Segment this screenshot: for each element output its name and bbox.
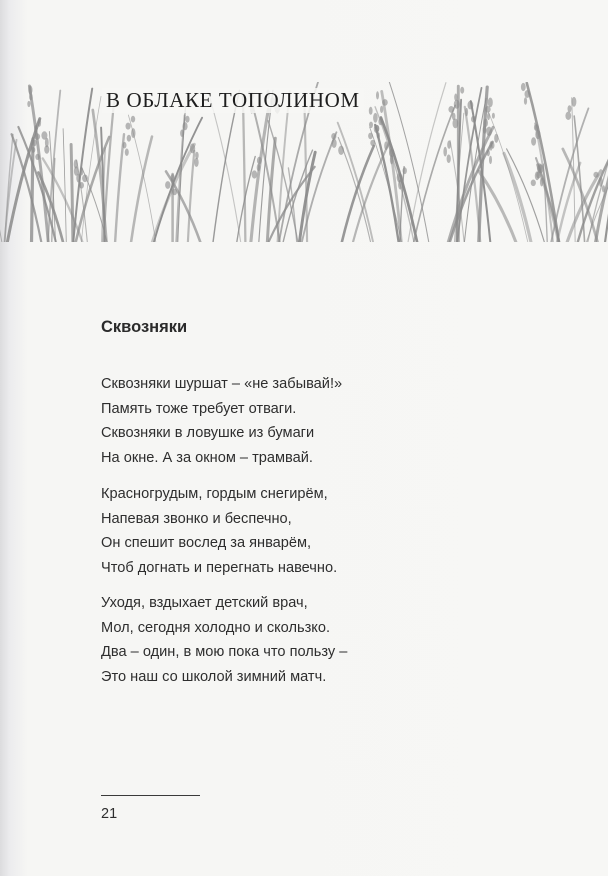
grass-blade xyxy=(504,153,531,242)
grass-seed-head xyxy=(44,145,49,154)
grass-seed-head xyxy=(487,113,490,120)
grass-seed-head xyxy=(489,156,492,164)
grass-seed-head xyxy=(403,167,407,174)
grass-seed-head xyxy=(194,158,199,167)
grass-seed-head xyxy=(572,97,577,107)
grass-seed-head xyxy=(453,119,459,129)
grass-seed-head xyxy=(443,147,447,157)
grass-blade xyxy=(63,129,66,242)
grass-seed-head xyxy=(531,180,536,187)
grass-seed-head xyxy=(521,83,526,91)
grass-seed-head xyxy=(486,127,492,136)
stanza-2 xyxy=(101,482,337,580)
grass-blade xyxy=(166,171,201,242)
grass-seed-head xyxy=(465,108,468,116)
grass-seed-head xyxy=(165,181,170,189)
grass-blade xyxy=(479,171,517,242)
grass-seed-head xyxy=(485,106,491,113)
grass-seed-head xyxy=(483,126,487,134)
poem-line: Уходя, вздыхает детский врач, xyxy=(101,595,308,611)
grass-blade xyxy=(595,139,608,242)
grass-blade xyxy=(209,94,241,242)
grass-seed-head xyxy=(131,116,135,123)
grass-seed-head xyxy=(384,141,388,150)
poem-line: Сквозняки шуршат – «не забывай!» xyxy=(101,376,343,392)
grass-seed-head xyxy=(76,174,80,183)
grass-seed-head xyxy=(27,101,30,107)
poem-line: Красногрудым, гордым снегирём, xyxy=(101,486,328,502)
grass-seed-head xyxy=(483,119,488,127)
grass-seed-head xyxy=(190,143,195,153)
poem-line: Память тоже требует отваги. xyxy=(101,400,297,417)
grass-seed-head xyxy=(471,116,476,123)
poem-line: Напевая звонко и беспечно, xyxy=(101,510,292,527)
poem-line: Он спешит вослед за январём, xyxy=(101,535,312,551)
grass-blade xyxy=(413,105,455,242)
grass-seed-head xyxy=(390,155,393,164)
grass-seed-head xyxy=(373,113,378,123)
grass-seed-head xyxy=(127,135,131,142)
poem-line: Чтоб догнать и перегнать навечно. xyxy=(101,559,338,576)
grass-seed-head xyxy=(368,133,373,140)
poem-line: Два – один, в мою пока что пользу – xyxy=(101,644,348,660)
grass-seed-head xyxy=(28,86,32,95)
grass-seed-head xyxy=(34,133,40,140)
page-number: 21 xyxy=(101,806,118,822)
grass-blade xyxy=(408,83,446,242)
grass-seed-head xyxy=(468,101,474,110)
grass-seed-head xyxy=(79,182,84,189)
grass-blade xyxy=(213,90,240,242)
grass-seed-head xyxy=(531,137,536,145)
grass-seed-head xyxy=(380,106,383,113)
poem-title: Сквозняки xyxy=(101,318,188,336)
grass-seed-head xyxy=(374,125,379,133)
grass-blade xyxy=(243,96,246,242)
grass-seed-head xyxy=(382,99,388,106)
grass-blade xyxy=(71,145,73,243)
grass-seed-head xyxy=(376,91,379,99)
poem-line: Сквозняки в ловушке из бумаги xyxy=(101,425,315,441)
grass-seed-head xyxy=(35,154,40,160)
grass-seed-head xyxy=(370,140,375,146)
grass-seed-head xyxy=(378,118,382,126)
grass-seed-head xyxy=(38,118,41,126)
grass-seed-head xyxy=(185,116,189,123)
poem-line: На окне. А за окном – трамвай. xyxy=(101,449,313,466)
grass-seed-head xyxy=(460,87,464,94)
grass-seed-head xyxy=(525,90,531,98)
grass-seed-head xyxy=(183,122,188,130)
grass-seed-head xyxy=(123,142,127,149)
grass-seed-head xyxy=(80,167,83,175)
grass-seed-head xyxy=(34,125,37,134)
footnote-rule xyxy=(101,795,200,796)
grass-seed-head xyxy=(126,123,131,130)
grass-seed-head xyxy=(257,164,261,171)
grass-seed-head xyxy=(524,97,527,105)
grass-blade xyxy=(32,139,34,242)
grass-seed-head xyxy=(599,177,603,187)
grass-seed-head xyxy=(568,105,572,112)
grass-seed-head xyxy=(492,113,495,119)
grass-seed-head xyxy=(488,98,493,108)
grass-seed-head xyxy=(252,170,258,178)
grass-blade xyxy=(131,137,152,242)
grass-seed-head xyxy=(487,150,490,157)
grass-blade xyxy=(507,149,545,242)
grass-seed-head xyxy=(125,149,129,156)
grass-seed-head xyxy=(448,106,454,113)
grass-seed-head xyxy=(494,134,498,143)
grass-seed-head xyxy=(82,175,88,183)
grass-seed-head xyxy=(447,154,451,163)
grass-blade xyxy=(0,115,2,242)
grass-seed-head xyxy=(565,112,571,120)
grass-blade xyxy=(188,151,195,242)
poem-line: Мол, сегодня холодно и скользко. xyxy=(101,619,331,636)
grass-seed-head xyxy=(131,128,135,138)
grass-seed-head xyxy=(369,122,373,128)
grass-seed-head xyxy=(331,133,336,140)
grass-blade xyxy=(338,123,374,242)
grass-blade xyxy=(115,134,124,242)
stanza-3 xyxy=(101,591,347,689)
grass-seed-head xyxy=(593,172,598,178)
stanza-1 xyxy=(101,372,342,470)
grass-seed-head xyxy=(491,142,495,149)
poem-line: Это наш со школой зимний матч. xyxy=(101,668,327,685)
grass-seed-head xyxy=(447,141,451,149)
grass-seed-head xyxy=(369,107,373,115)
grass-seed-head xyxy=(29,94,32,101)
grass-seed-head xyxy=(257,157,262,165)
grass-seed-head xyxy=(535,171,540,180)
section-title: В ОБЛАКЕ ТОПОЛИНОМ xyxy=(102,88,364,113)
grass-seed-head xyxy=(180,130,184,137)
grass-seed-head xyxy=(31,147,35,153)
grass-seed-head xyxy=(332,139,337,148)
